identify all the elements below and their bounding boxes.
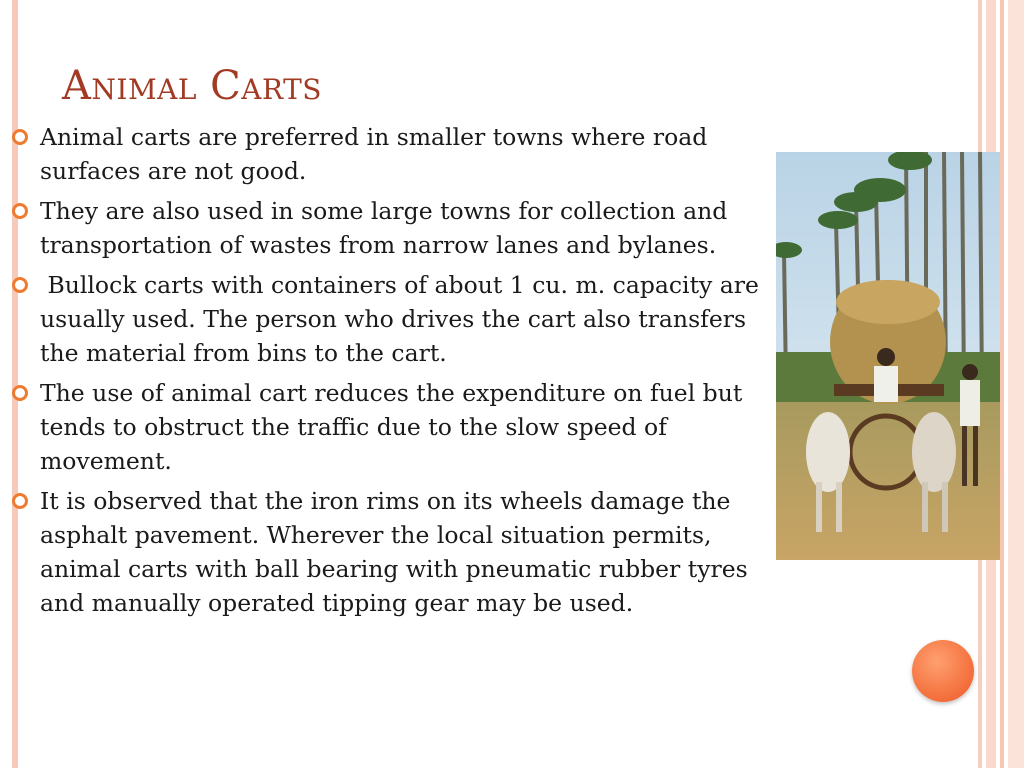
- bullet-text: They are also used in some large towns for collection and transportation of wastes from narrow lanes and bylanes.: [40, 197, 728, 259]
- bullet-item: [8, 194, 783, 262]
- circle-bullet-icon: [12, 493, 28, 509]
- bullet-text: It is observed that the iron rims on its wheels damage the asphalt pavement. Wherever the local situation permits, animal carts with ball bearing with pneumatic rubber tyres and manually operated tipping gear may be used.: [40, 487, 748, 617]
- orange-circle-decoration: [912, 640, 974, 702]
- bullet-item: [8, 376, 783, 478]
- bullet-text: Bullock carts with containers of about 1 cu. m. capacity are usually used. The person who drives the cart also transfers the material from bins to the cart.: [40, 271, 767, 367]
- bullock-cart-photo: [776, 152, 1000, 560]
- bullet-item: [8, 268, 783, 370]
- bullet-list: [8, 120, 783, 626]
- slide-title: Animal Carts: [62, 63, 322, 109]
- bullet-item: [8, 120, 783, 188]
- circle-bullet-icon: [12, 277, 28, 293]
- circle-bullet-icon: [12, 385, 28, 401]
- bullet-text: The use of animal cart reduces the expenditure on fuel but tends to obstruct the traffic due to the slow speed of movement.: [40, 379, 743, 475]
- circle-bullet-icon: [12, 203, 28, 219]
- bullet-text: Animal carts are preferred in smaller towns where road surfaces are not good.: [40, 123, 708, 185]
- bullet-item: [8, 484, 783, 620]
- circle-bullet-icon: [12, 129, 28, 145]
